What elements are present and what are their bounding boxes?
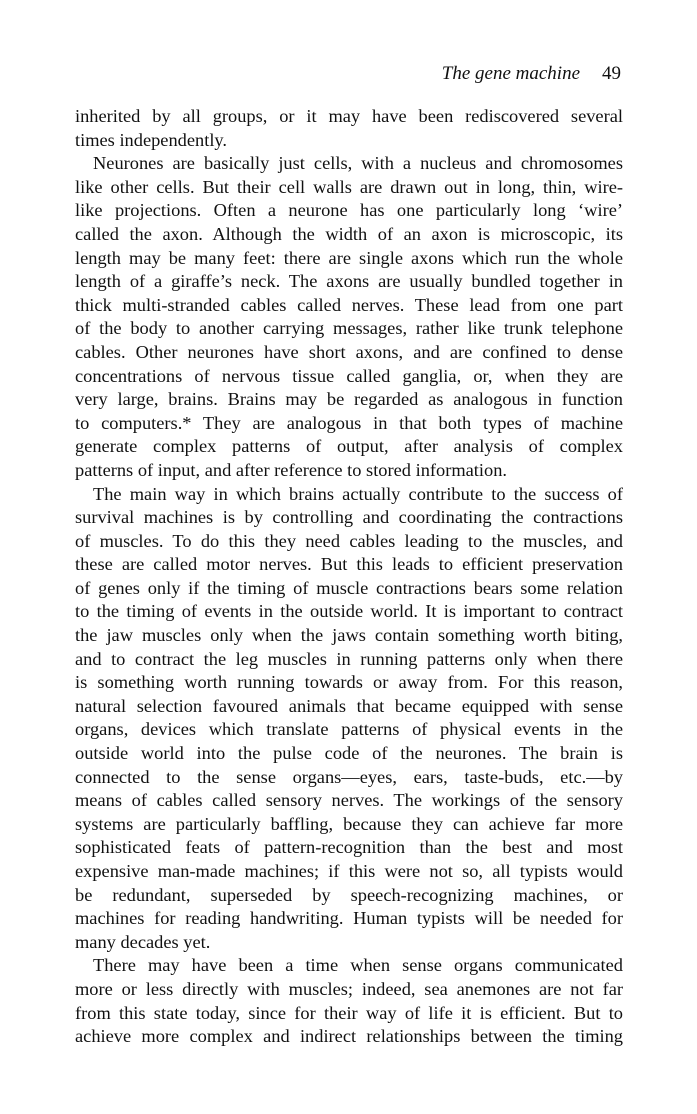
running-title: The gene machine [441,63,580,84]
text-line: The main way in which brains actually contribute to the success of [93,483,623,504]
text-line: many decades yet. [75,931,211,952]
text-line: connected to the sense organs—eyes, ears, taste-buds, etc.—by [75,766,623,787]
text-line: more or less directly with muscles; indeed, sea anemones are not far [75,978,623,999]
text-line: cables. Other neurones have short axons, and are confined to dense [75,341,623,362]
text-line: be redundant, superseded by speech-recognizing machines, or [75,884,623,905]
text-line: There may have been a time when sense organs communicated [93,955,623,976]
text-line: natural selection favoured animals that became equipped with sense [75,695,623,716]
text-line: of the body to another carrying messages, rather like trunk telephone [75,318,623,339]
text-line: called the axon. Although the width of an axon is microscopic, its [75,223,623,244]
text-line: systems are particularly baffling, because they can achieve far more [75,813,623,834]
text-line: the jaw muscles only when the jaws contain something worth biting, [75,625,623,646]
text-line: like other cells. But their cell walls are drawn out in long, thin, wire- [75,176,623,197]
text-line: Neurones are basically just cells, with a nucleus and chromosomes [93,153,623,174]
text-line: expensive man-made machines; if this were not so, all typists would [75,861,623,881]
page-number: 49 [602,63,621,84]
running-head [442,62,621,86]
text-line: organs, devices which translate patterns of physical events in the [75,719,623,740]
text-line: patterns of input, and after reference to stored information. [75,459,508,480]
text-line: is something worth running towards or away from. For this reason, [75,672,623,693]
text-line: from this state today, since for their way of life it is efficient. But to [75,1002,623,1023]
text-line: sophisticated feats of pattern-recognition than the best and most [75,837,623,858]
text-line: machines for reading handwriting. Human typists will be needed for [75,908,623,929]
text-line: survival machines is by controlling and coordinating the contractions [75,507,623,528]
text-line: achieve more complex and indirect relationships between the timing [75,1026,623,1047]
text-line: to computers.* They are analogous in that both types of machine [75,412,623,433]
text-line: concentrations of nervous tissue called ganglia, or, when they are [75,365,623,386]
text-line: to the timing of events in the outside world. It is important to contract [75,601,623,622]
text-line: outside world into the pulse code of the neurones. The brain is [75,743,623,764]
text-line: means of cables called sensory nerves. The workings of the sensory [75,790,623,811]
text-line: inherited by all groups, or it may have been rediscovered several [75,106,623,126]
text-line: generate complex patterns of output, after analysis of complex [75,436,623,457]
body-text [75,105,623,1049]
text-line: like projections. Often a neurone has one particularly long ‘wire’ [75,200,623,221]
text-line: of muscles. To do this they need cables leading to the muscles, and [75,530,623,551]
text-line: of genes only if the timing of muscle contractions bears some relation [75,577,623,598]
text-line: length of a giraffe’s neck. The axons are usually bundled together in [75,271,623,292]
text-line: times independently. [75,129,228,150]
text-line: very large, brains. Brains may be regarded as analogous in function [75,389,623,410]
text-line: length may be many feet: there are single axons which run the whole [75,247,623,268]
text-line: these are called motor nerves. But this leads to efficient preservation [75,554,623,575]
text-line: and to contract the leg muscles in running patterns only when there [75,648,623,669]
text-line: thick multi-stranded cables called nerves. These lead from one part [75,294,623,315]
